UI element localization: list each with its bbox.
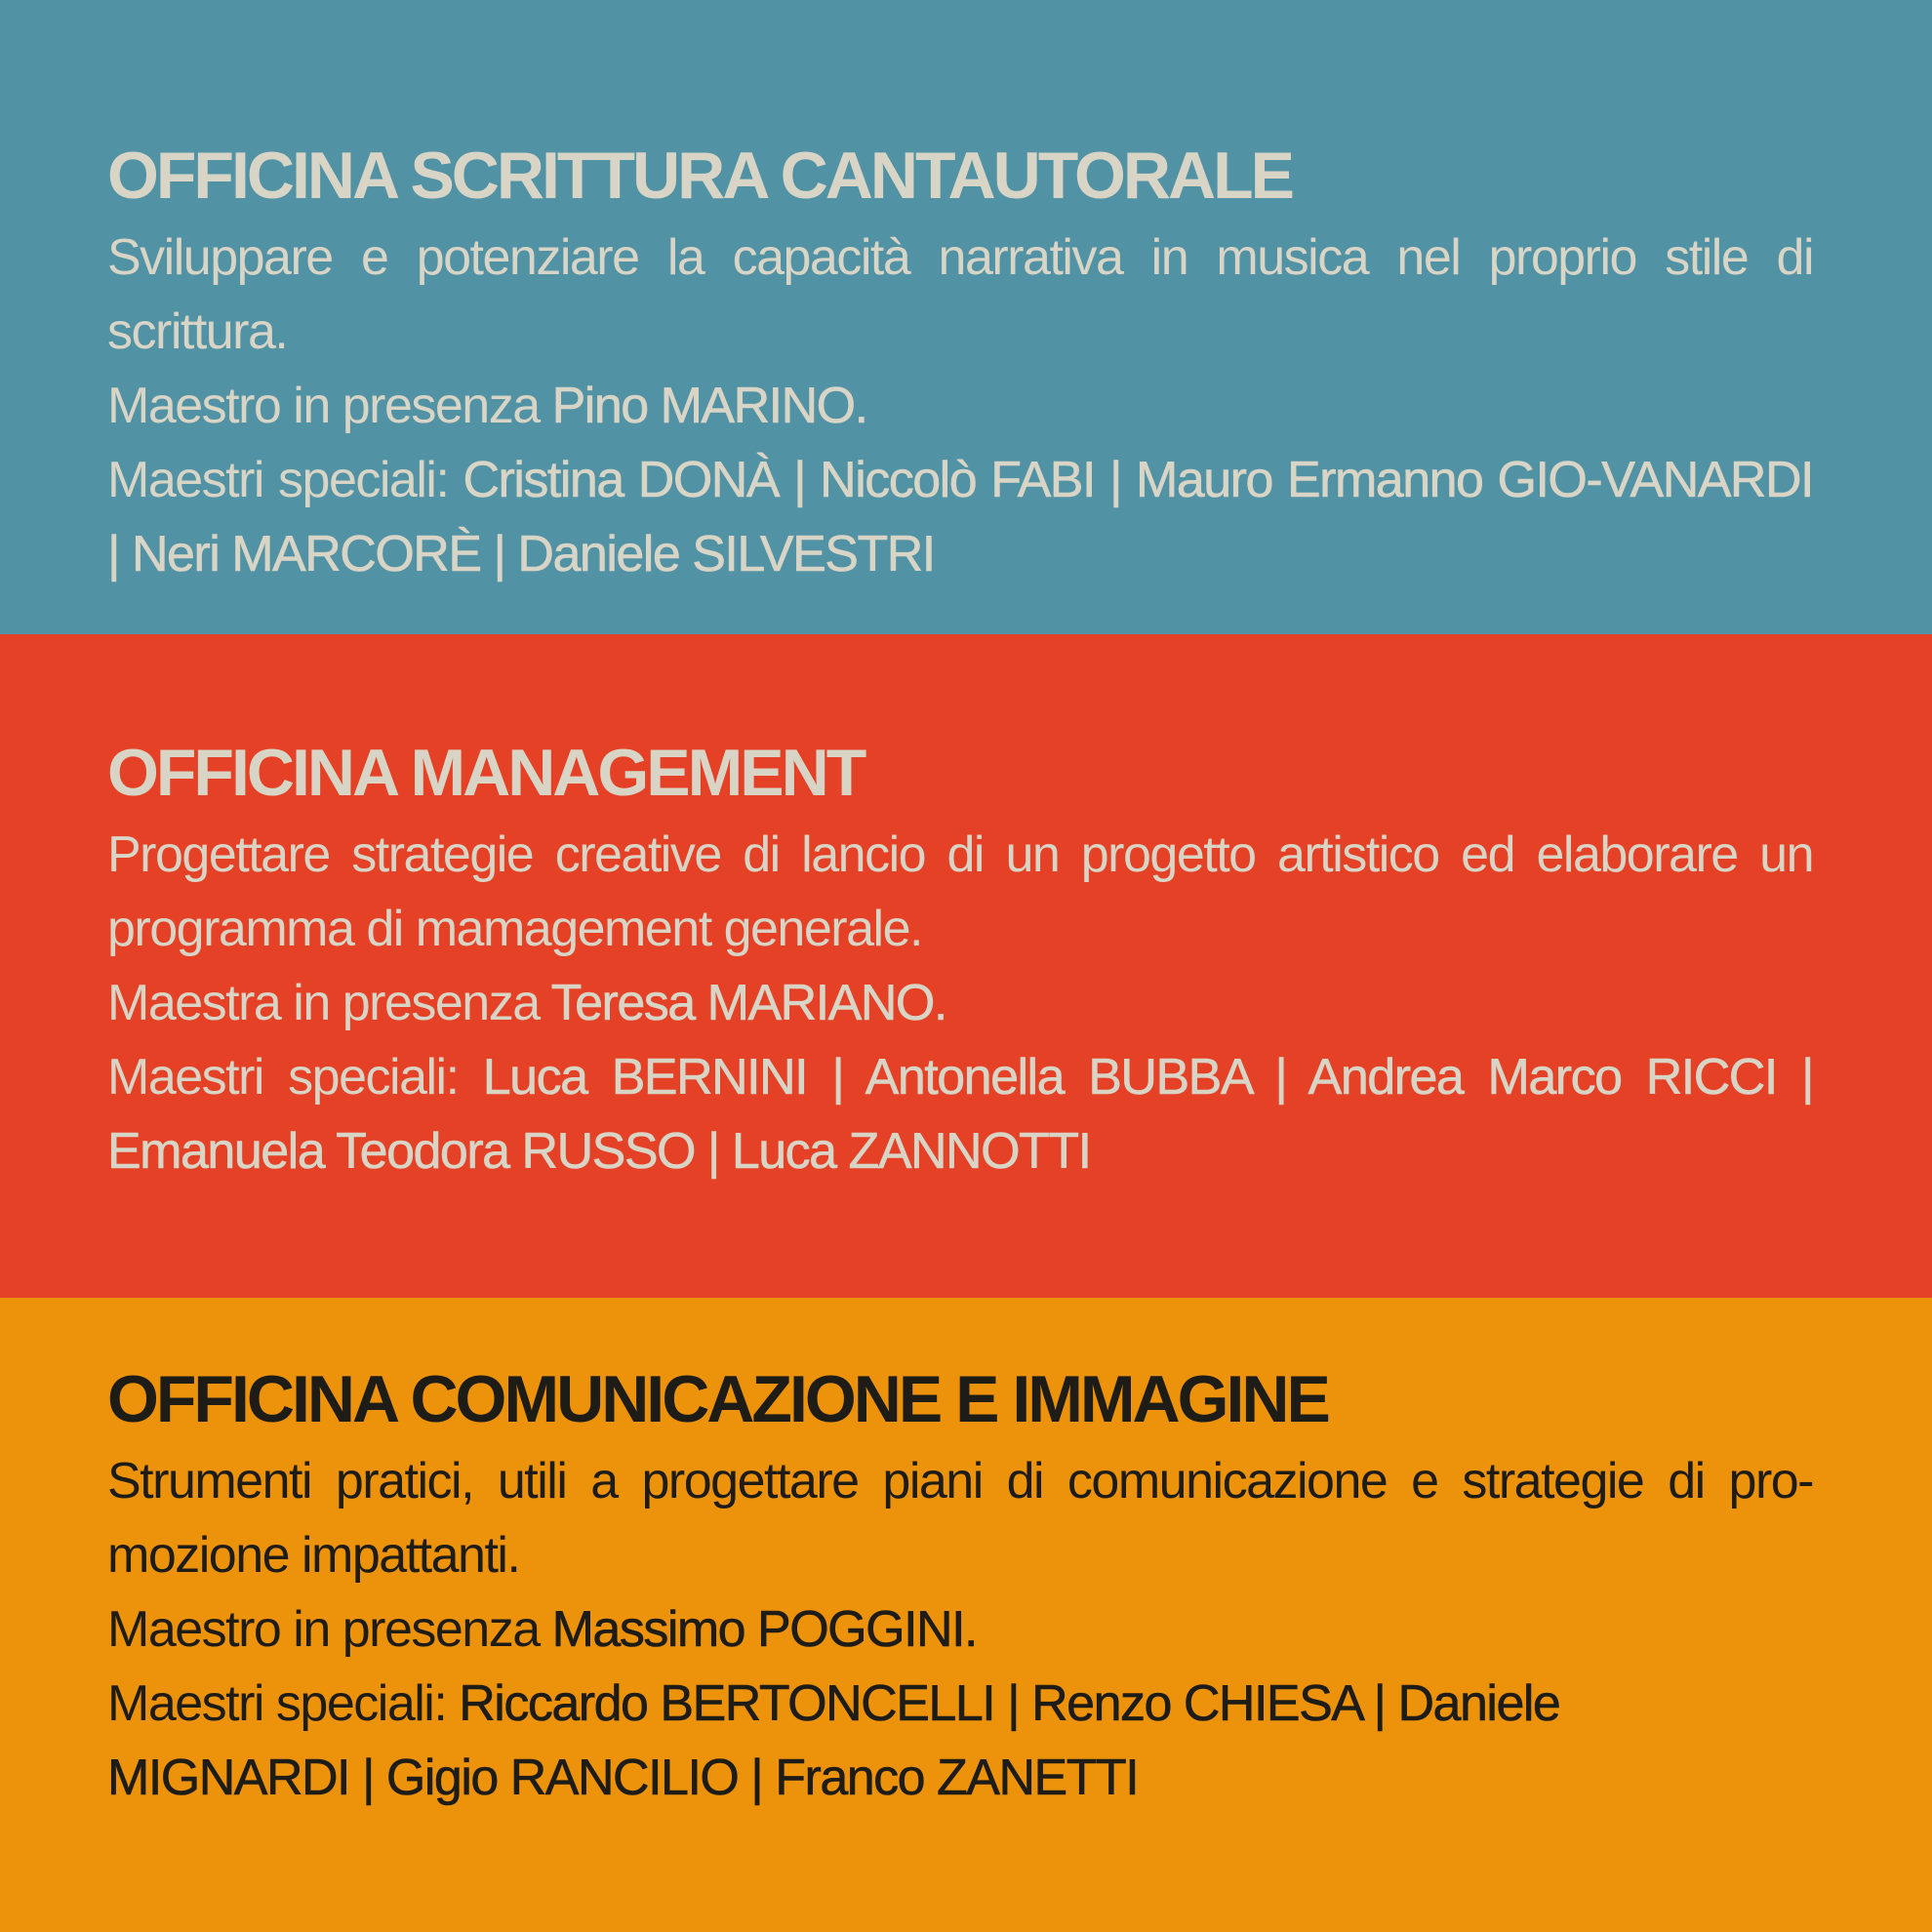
special-names: Cristina DONÀ | Niccolò FABI | Mauro Ermanno GIO-VANARDI | Neri MARCORÈ | Daniele SILVESTRI — [107, 452, 1813, 583]
workshop-card-management — [0, 634, 1932, 1298]
workshop-special-teachers — [107, 1040, 1813, 1188]
workshop-special-teachers — [107, 1667, 1813, 1815]
teacher-name: Massimo POGGINI. — [551, 1601, 977, 1658]
special-names: Luca BERNINI | Antonella BUBBA | Andrea Marco RICCI | Emanuela Teodora RUSSO | Luca ZANNOTTI — [107, 1049, 1813, 1180]
workshop-title: OFFICINA MANAGEMENT — [107, 736, 865, 810]
teacher-prefix: Maestro in presenza — [107, 378, 540, 434]
special-prefix: Maestri speciali: — [107, 452, 449, 508]
workshop-teacher — [107, 966, 1813, 1040]
special-prefix: Maestri speciali: — [107, 1675, 447, 1732]
special-names: Riccardo BERTONCELLI | Renzo CHIESA | Daniele MIGNARDI | Gigio RANCILIO | Franco ZANETTI — [107, 1675, 1560, 1806]
teacher-prefix: Maestro in presenza — [107, 1601, 540, 1658]
workshop-title: OFFICINA COMUNICAZIONE E IMMAGINE — [107, 1362, 1328, 1436]
workshop-special-teachers — [107, 443, 1813, 591]
workshop-card-songwriting — [0, 0, 1932, 634]
teacher-prefix: Maestra in presenza — [107, 975, 540, 1031]
workshop-card-communication — [0, 1298, 1932, 1932]
workshop-description: Progettare strategie creative di lancio di un progetto artistico ed elaborare un programma di mamagement generale. — [107, 826, 1813, 957]
workshop-description: Sviluppare e potenziare la capacità narrativa in musica nel proprio stile di scrittura. — [107, 229, 1813, 360]
teacher-name: Pino MARINO. — [551, 378, 867, 434]
teacher-name: Teresa MARIANO. — [550, 975, 946, 1031]
special-prefix: Maestri speciali: — [107, 1049, 459, 1106]
workshop-teacher — [107, 1592, 1813, 1667]
workshop-title: OFFICINA SCRITTURA CANTAUTORALE — [107, 139, 1293, 213]
workshop-description: Strumenti pratici, utili a progettare piani di comunicazione e strategie di pro-mozione impattanti. — [107, 1453, 1813, 1584]
workshop-teacher — [107, 369, 1813, 443]
